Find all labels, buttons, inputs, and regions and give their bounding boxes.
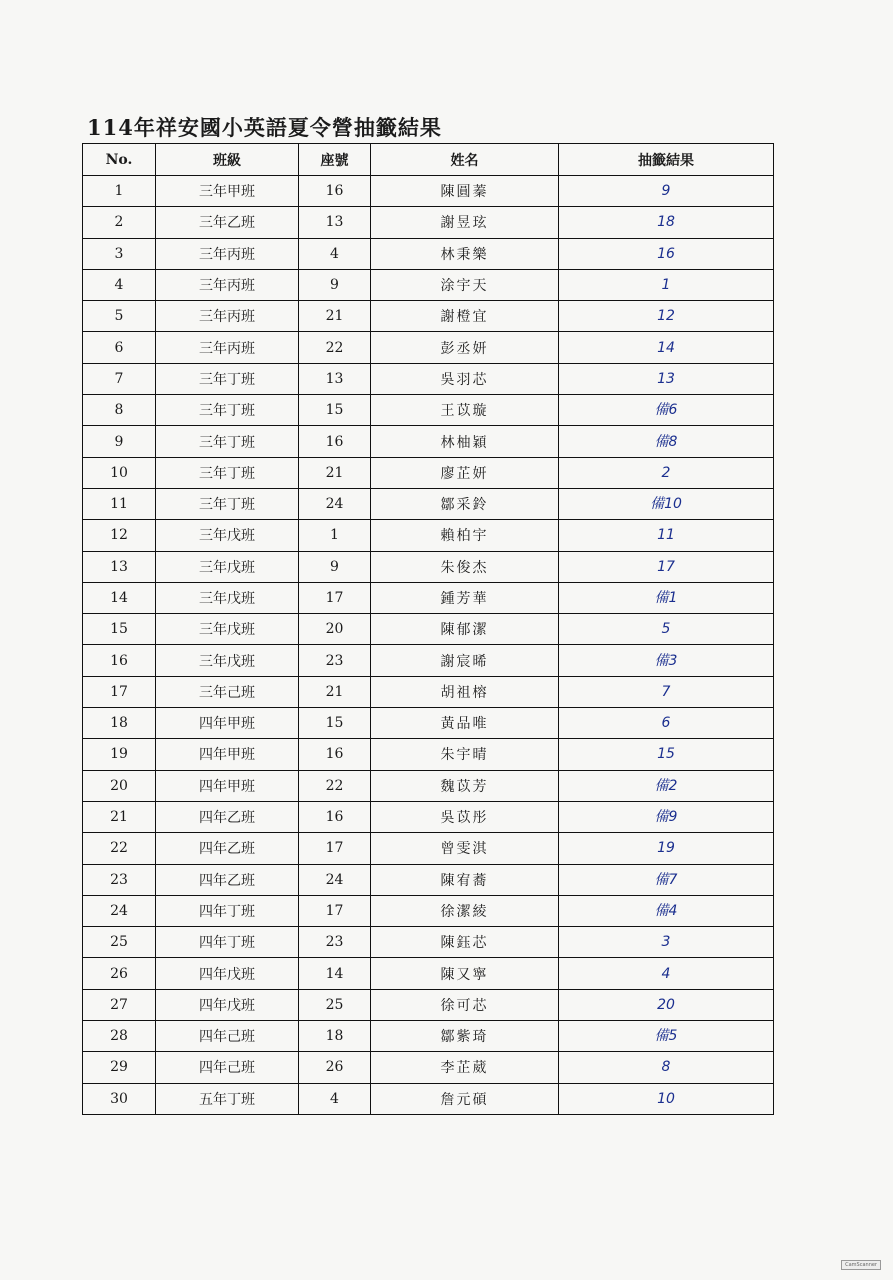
cell-class: 四年戊班 bbox=[156, 989, 299, 1020]
cell-seat: 17 bbox=[299, 833, 371, 864]
cell-name: 王苡璇 bbox=[371, 395, 559, 426]
table-row bbox=[83, 238, 774, 269]
cell-seat: 17 bbox=[299, 582, 371, 613]
cell-name: 謝橙宜 bbox=[371, 301, 559, 332]
table-row bbox=[83, 614, 774, 645]
cell-seat: 16 bbox=[299, 739, 371, 770]
cell-no: 17 bbox=[83, 676, 156, 707]
cell-name: 林秉樂 bbox=[371, 238, 559, 269]
cell-name: 廖芷妍 bbox=[371, 457, 559, 488]
cell-result: 4 bbox=[559, 958, 774, 989]
cell-seat: 21 bbox=[299, 301, 371, 332]
cell-seat: 26 bbox=[299, 1052, 371, 1083]
cell-name: 謝宸晞 bbox=[371, 645, 559, 676]
cell-no: 29 bbox=[83, 1052, 156, 1083]
table-row bbox=[83, 739, 774, 770]
cell-no: 2 bbox=[83, 207, 156, 238]
cell-no: 28 bbox=[83, 1021, 156, 1052]
cell-name: 林柚穎 bbox=[371, 426, 559, 457]
cell-seat: 13 bbox=[299, 207, 371, 238]
table-row bbox=[83, 1083, 774, 1114]
cell-class: 三年乙班 bbox=[156, 207, 299, 238]
cell-class: 四年甲班 bbox=[156, 708, 299, 739]
table-row bbox=[83, 332, 774, 363]
cell-no: 7 bbox=[83, 363, 156, 394]
cell-result: 備9 bbox=[559, 801, 774, 832]
table-row bbox=[83, 269, 774, 300]
cell-class: 四年丁班 bbox=[156, 927, 299, 958]
cell-class: 三年己班 bbox=[156, 676, 299, 707]
cell-seat: 4 bbox=[299, 238, 371, 269]
cell-class: 四年甲班 bbox=[156, 739, 299, 770]
cell-name: 陳鈺芯 bbox=[371, 927, 559, 958]
cell-result: 5 bbox=[559, 614, 774, 645]
cell-result: 19 bbox=[559, 833, 774, 864]
cell-result: 7 bbox=[559, 676, 774, 707]
table-row bbox=[83, 1052, 774, 1083]
cell-no: 14 bbox=[83, 582, 156, 613]
cell-name: 陳宥蕎 bbox=[371, 864, 559, 895]
cell-class: 三年戊班 bbox=[156, 614, 299, 645]
table-row bbox=[83, 488, 774, 519]
cell-name: 賴柏宇 bbox=[371, 520, 559, 551]
cell-no: 25 bbox=[83, 927, 156, 958]
cell-name: 朱宇晴 bbox=[371, 739, 559, 770]
cell-class: 三年戊班 bbox=[156, 645, 299, 676]
table-row bbox=[83, 395, 774, 426]
cell-seat: 23 bbox=[299, 645, 371, 676]
cell-no: 18 bbox=[83, 708, 156, 739]
cell-result: 20 bbox=[559, 989, 774, 1020]
cell-result: 備3 bbox=[559, 645, 774, 676]
cell-seat: 24 bbox=[299, 488, 371, 519]
cell-seat: 25 bbox=[299, 989, 371, 1020]
table-row bbox=[83, 301, 774, 332]
cell-result: 備8 bbox=[559, 426, 774, 457]
cell-name: 李芷葳 bbox=[371, 1052, 559, 1083]
cell-class: 四年己班 bbox=[156, 1021, 299, 1052]
table-row bbox=[83, 551, 774, 582]
cell-class: 五年丁班 bbox=[156, 1083, 299, 1114]
cell-seat: 9 bbox=[299, 269, 371, 300]
table-row bbox=[83, 582, 774, 613]
table-row bbox=[83, 176, 774, 207]
cell-name: 吳苡彤 bbox=[371, 801, 559, 832]
table-body bbox=[83, 176, 774, 1115]
cell-result: 備2 bbox=[559, 770, 774, 801]
scanner-watermark: CamScanner bbox=[841, 1260, 881, 1270]
cell-no: 5 bbox=[83, 301, 156, 332]
cell-result: 備7 bbox=[559, 864, 774, 895]
table-row bbox=[83, 927, 774, 958]
cell-seat: 20 bbox=[299, 614, 371, 645]
cell-name: 朱俊杰 bbox=[371, 551, 559, 582]
cell-no: 26 bbox=[83, 958, 156, 989]
cell-class: 四年甲班 bbox=[156, 770, 299, 801]
cell-class: 三年戊班 bbox=[156, 520, 299, 551]
cell-no: 21 bbox=[83, 801, 156, 832]
lottery-results-table bbox=[82, 143, 774, 1115]
cell-class: 四年戊班 bbox=[156, 958, 299, 989]
cell-no: 11 bbox=[83, 488, 156, 519]
cell-seat: 21 bbox=[299, 676, 371, 707]
cell-seat: 23 bbox=[299, 927, 371, 958]
cell-seat: 16 bbox=[299, 801, 371, 832]
cell-class: 三年甲班 bbox=[156, 176, 299, 207]
cell-name: 陳圓蓁 bbox=[371, 176, 559, 207]
table-row bbox=[83, 770, 774, 801]
cell-result: 2 bbox=[559, 457, 774, 488]
table-row bbox=[83, 833, 774, 864]
cell-result: 13 bbox=[559, 363, 774, 394]
header-name: 姓名 bbox=[371, 144, 559, 176]
header-result: 抽籤結果 bbox=[559, 144, 774, 176]
cell-no: 4 bbox=[83, 269, 156, 300]
cell-no: 22 bbox=[83, 833, 156, 864]
cell-name: 胡祖榕 bbox=[371, 676, 559, 707]
cell-seat: 13 bbox=[299, 363, 371, 394]
cell-class: 三年丁班 bbox=[156, 363, 299, 394]
header-class: 班級 bbox=[156, 144, 299, 176]
cell-seat: 17 bbox=[299, 895, 371, 926]
header-row bbox=[83, 144, 774, 176]
cell-class: 三年丁班 bbox=[156, 395, 299, 426]
cell-no: 24 bbox=[83, 895, 156, 926]
cell-seat: 16 bbox=[299, 426, 371, 457]
table-row bbox=[83, 520, 774, 551]
table-row bbox=[83, 989, 774, 1020]
cell-class: 三年丙班 bbox=[156, 301, 299, 332]
cell-no: 9 bbox=[83, 426, 156, 457]
cell-result: 14 bbox=[559, 332, 774, 363]
cell-seat: 14 bbox=[299, 958, 371, 989]
cell-name: 詹元碩 bbox=[371, 1083, 559, 1114]
cell-name: 吳羽芯 bbox=[371, 363, 559, 394]
cell-seat: 22 bbox=[299, 770, 371, 801]
cell-class: 四年己班 bbox=[156, 1052, 299, 1083]
table-row bbox=[83, 457, 774, 488]
cell-class: 三年丙班 bbox=[156, 332, 299, 363]
table-row bbox=[83, 676, 774, 707]
cell-no: 30 bbox=[83, 1083, 156, 1114]
cell-name: 彭丞妍 bbox=[371, 332, 559, 363]
cell-result: 1 bbox=[559, 269, 774, 300]
page-title: 114年祥安國小英語夏令營抽籤結果 bbox=[87, 115, 442, 140]
cell-result: 備4 bbox=[559, 895, 774, 926]
cell-seat: 22 bbox=[299, 332, 371, 363]
header-no: No. bbox=[83, 144, 156, 176]
cell-name: 徐可芯 bbox=[371, 989, 559, 1020]
cell-no: 23 bbox=[83, 864, 156, 895]
table-row bbox=[83, 958, 774, 989]
cell-class: 三年戊班 bbox=[156, 582, 299, 613]
cell-no: 20 bbox=[83, 770, 156, 801]
cell-class: 三年丁班 bbox=[156, 457, 299, 488]
cell-no: 1 bbox=[83, 176, 156, 207]
cell-result: 3 bbox=[559, 927, 774, 958]
cell-class: 三年丁班 bbox=[156, 426, 299, 457]
cell-class: 四年乙班 bbox=[156, 864, 299, 895]
cell-name: 黃品唯 bbox=[371, 708, 559, 739]
cell-class: 四年乙班 bbox=[156, 801, 299, 832]
cell-result: 18 bbox=[559, 207, 774, 238]
cell-result: 10 bbox=[559, 1083, 774, 1114]
cell-seat: 16 bbox=[299, 176, 371, 207]
cell-result: 12 bbox=[559, 301, 774, 332]
cell-no: 15 bbox=[83, 614, 156, 645]
cell-result: 6 bbox=[559, 708, 774, 739]
cell-no: 3 bbox=[83, 238, 156, 269]
cell-no: 6 bbox=[83, 332, 156, 363]
cell-result: 9 bbox=[559, 176, 774, 207]
cell-seat: 4 bbox=[299, 1083, 371, 1114]
cell-class: 三年戊班 bbox=[156, 551, 299, 582]
cell-seat: 15 bbox=[299, 395, 371, 426]
header-seat: 座號 bbox=[299, 144, 371, 176]
cell-class: 三年丁班 bbox=[156, 488, 299, 519]
cell-result: 備5 bbox=[559, 1021, 774, 1052]
cell-name: 曾雯淇 bbox=[371, 833, 559, 864]
cell-no: 27 bbox=[83, 989, 156, 1020]
table-row bbox=[83, 207, 774, 238]
cell-result: 15 bbox=[559, 739, 774, 770]
cell-no: 16 bbox=[83, 645, 156, 676]
table-row bbox=[83, 426, 774, 457]
cell-name: 徐潔綾 bbox=[371, 895, 559, 926]
cell-result: 17 bbox=[559, 551, 774, 582]
cell-seat: 1 bbox=[299, 520, 371, 551]
cell-name: 謝昱玹 bbox=[371, 207, 559, 238]
cell-result: 備10 bbox=[559, 488, 774, 519]
cell-name: 涂宇天 bbox=[371, 269, 559, 300]
cell-seat: 9 bbox=[299, 551, 371, 582]
cell-no: 19 bbox=[83, 739, 156, 770]
cell-seat: 15 bbox=[299, 708, 371, 739]
table-row bbox=[83, 864, 774, 895]
table-row bbox=[83, 895, 774, 926]
cell-result: 16 bbox=[559, 238, 774, 269]
cell-name: 魏苡芳 bbox=[371, 770, 559, 801]
cell-result: 備6 bbox=[559, 395, 774, 426]
cell-no: 8 bbox=[83, 395, 156, 426]
cell-seat: 24 bbox=[299, 864, 371, 895]
table-row bbox=[83, 708, 774, 739]
cell-seat: 21 bbox=[299, 457, 371, 488]
cell-class: 四年乙班 bbox=[156, 833, 299, 864]
cell-name: 陳郁潔 bbox=[371, 614, 559, 645]
cell-result: 8 bbox=[559, 1052, 774, 1083]
cell-result: 11 bbox=[559, 520, 774, 551]
cell-seat: 18 bbox=[299, 1021, 371, 1052]
cell-no: 12 bbox=[83, 520, 156, 551]
cell-class: 三年丙班 bbox=[156, 269, 299, 300]
cell-class: 三年丙班 bbox=[156, 238, 299, 269]
cell-class: 四年丁班 bbox=[156, 895, 299, 926]
cell-no: 13 bbox=[83, 551, 156, 582]
cell-result: 備1 bbox=[559, 582, 774, 613]
cell-name: 陳又寧 bbox=[371, 958, 559, 989]
cell-no: 10 bbox=[83, 457, 156, 488]
table-row bbox=[83, 801, 774, 832]
cell-name: 鄒采鈴 bbox=[371, 488, 559, 519]
cell-name: 鄒紫琦 bbox=[371, 1021, 559, 1052]
table-row bbox=[83, 363, 774, 394]
table-row bbox=[83, 645, 774, 676]
table-row bbox=[83, 1021, 774, 1052]
cell-name: 鍾芳華 bbox=[371, 582, 559, 613]
